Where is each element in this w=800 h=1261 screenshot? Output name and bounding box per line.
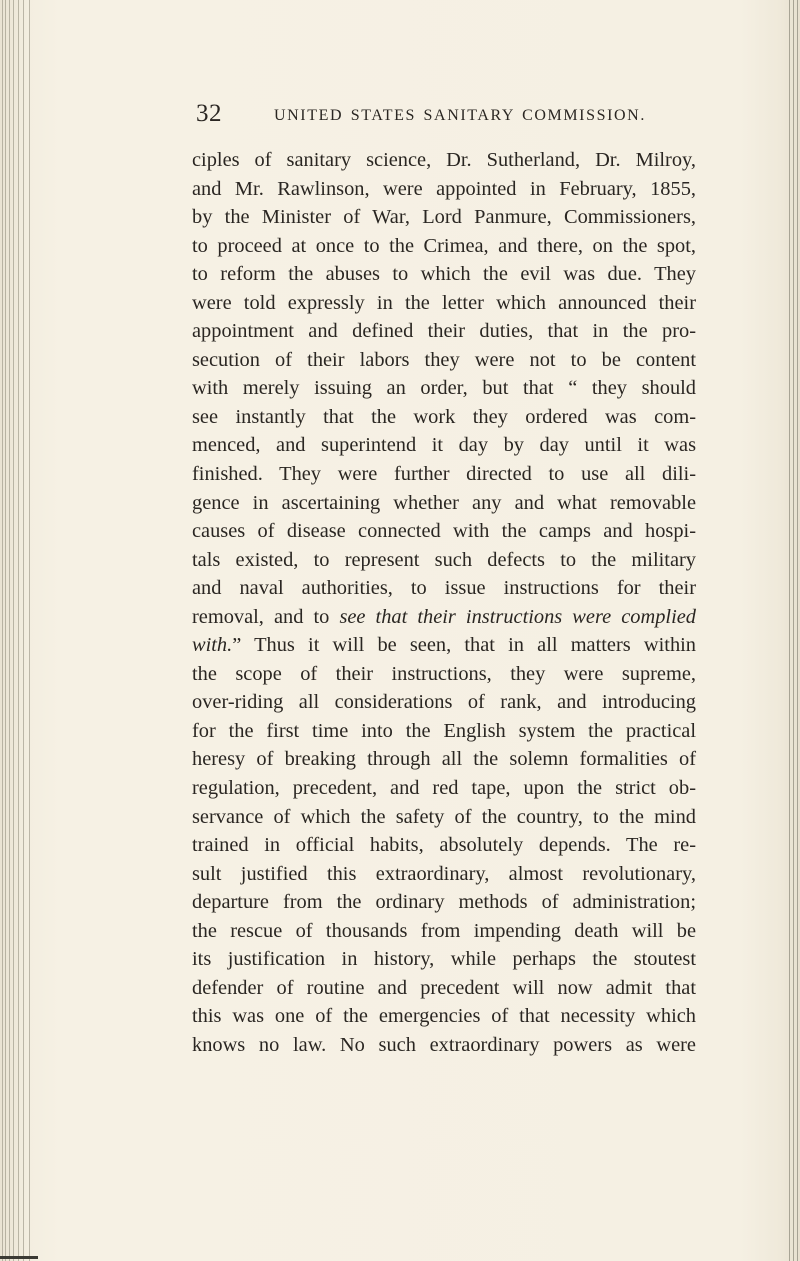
text-line: the rescue of thousands from impending death will be	[192, 919, 696, 942]
text-line: knows no law. No such extraordinary powers as were	[192, 1033, 696, 1056]
text-line: causes of disease connected with the camps and hospi-	[192, 520, 696, 543]
text-line: for the first time into the English system the practical	[192, 719, 696, 742]
text-line: were told expressly in the letter which announced their	[192, 291, 696, 314]
text-line: departure from the ordinary methods of administration;	[192, 891, 696, 914]
text-line: to reform the abuses to which the evil was due. They	[192, 263, 696, 286]
text-line: tals existed, to represent such defects to the military	[192, 548, 696, 571]
text-line: over-riding all considerations of rank, and introducing	[192, 691, 696, 714]
text-line	[192, 631, 696, 660]
text-line: regulation, precedent, and red tape, upon the strict ob-	[192, 777, 696, 800]
text-line: the scope of their instructions, they were supreme,	[192, 662, 696, 685]
text-line: and Mr. Rawlinson, were appointed in February, 1855,	[192, 177, 696, 200]
text-line: and naval authorities, to issue instructions for their	[192, 577, 696, 600]
text-line: to proceed at once to the Crimea, and there, on the spot,	[192, 234, 696, 257]
text-line: appointment and defined their duties, that in the pro-	[192, 320, 696, 343]
italic-emphasis: with.	[192, 634, 233, 657]
text-line: gence in ascertaining whether any and what removable	[192, 491, 696, 514]
text-line: ciples of sanitary science, Dr. Sutherland, Dr. Milroy,	[192, 149, 696, 171]
italic-emphasis: see that their instructions were complied	[339, 605, 696, 628]
page-edge-mark	[0, 1256, 38, 1259]
text-line: this was one of the emergencies of that necessity which	[192, 1005, 696, 1028]
text-line: by the Minister of War, Lord Panmure, Commissioners,	[192, 206, 696, 229]
text-line: secution of their labors they were not to be content	[192, 348, 696, 371]
text-line: heresy of breaking through all the solemn formalities of	[192, 748, 696, 771]
text-line: finished. They were further directed to use all dili-	[192, 463, 696, 486]
text-segment: ” Thus it will be seen, that in all matters within	[232, 634, 696, 657]
text-line: defender of routine and precedent will now admit that	[192, 976, 696, 999]
page-number: 32	[196, 100, 222, 127]
page-header	[196, 100, 696, 140]
text-line: menced, and superintend it day by day until it was	[192, 434, 696, 457]
text-line: servance of which the safety of the country, to the mind	[192, 805, 696, 828]
text-line: see instantly that the work they ordered was com-	[192, 405, 696, 428]
left-binding-edge	[0, 0, 34, 1261]
text-line: its justification in history, while perhaps the stoutest	[192, 948, 696, 971]
body-paragraph	[192, 146, 696, 1060]
right-page-edge	[786, 0, 800, 1261]
text-line: trained in official habits, absolutely depends. The re-	[192, 834, 696, 857]
text-segment: removal, and to	[192, 605, 340, 628]
text-line	[192, 603, 696, 632]
running-head: UNITED STATES SANITARY COMMISSION.	[274, 107, 646, 124]
text-line: with merely issuing an order, but that “ they should	[192, 377, 696, 400]
text-line: sult justified this extraordinary, almost revolutionary,	[192, 862, 696, 885]
